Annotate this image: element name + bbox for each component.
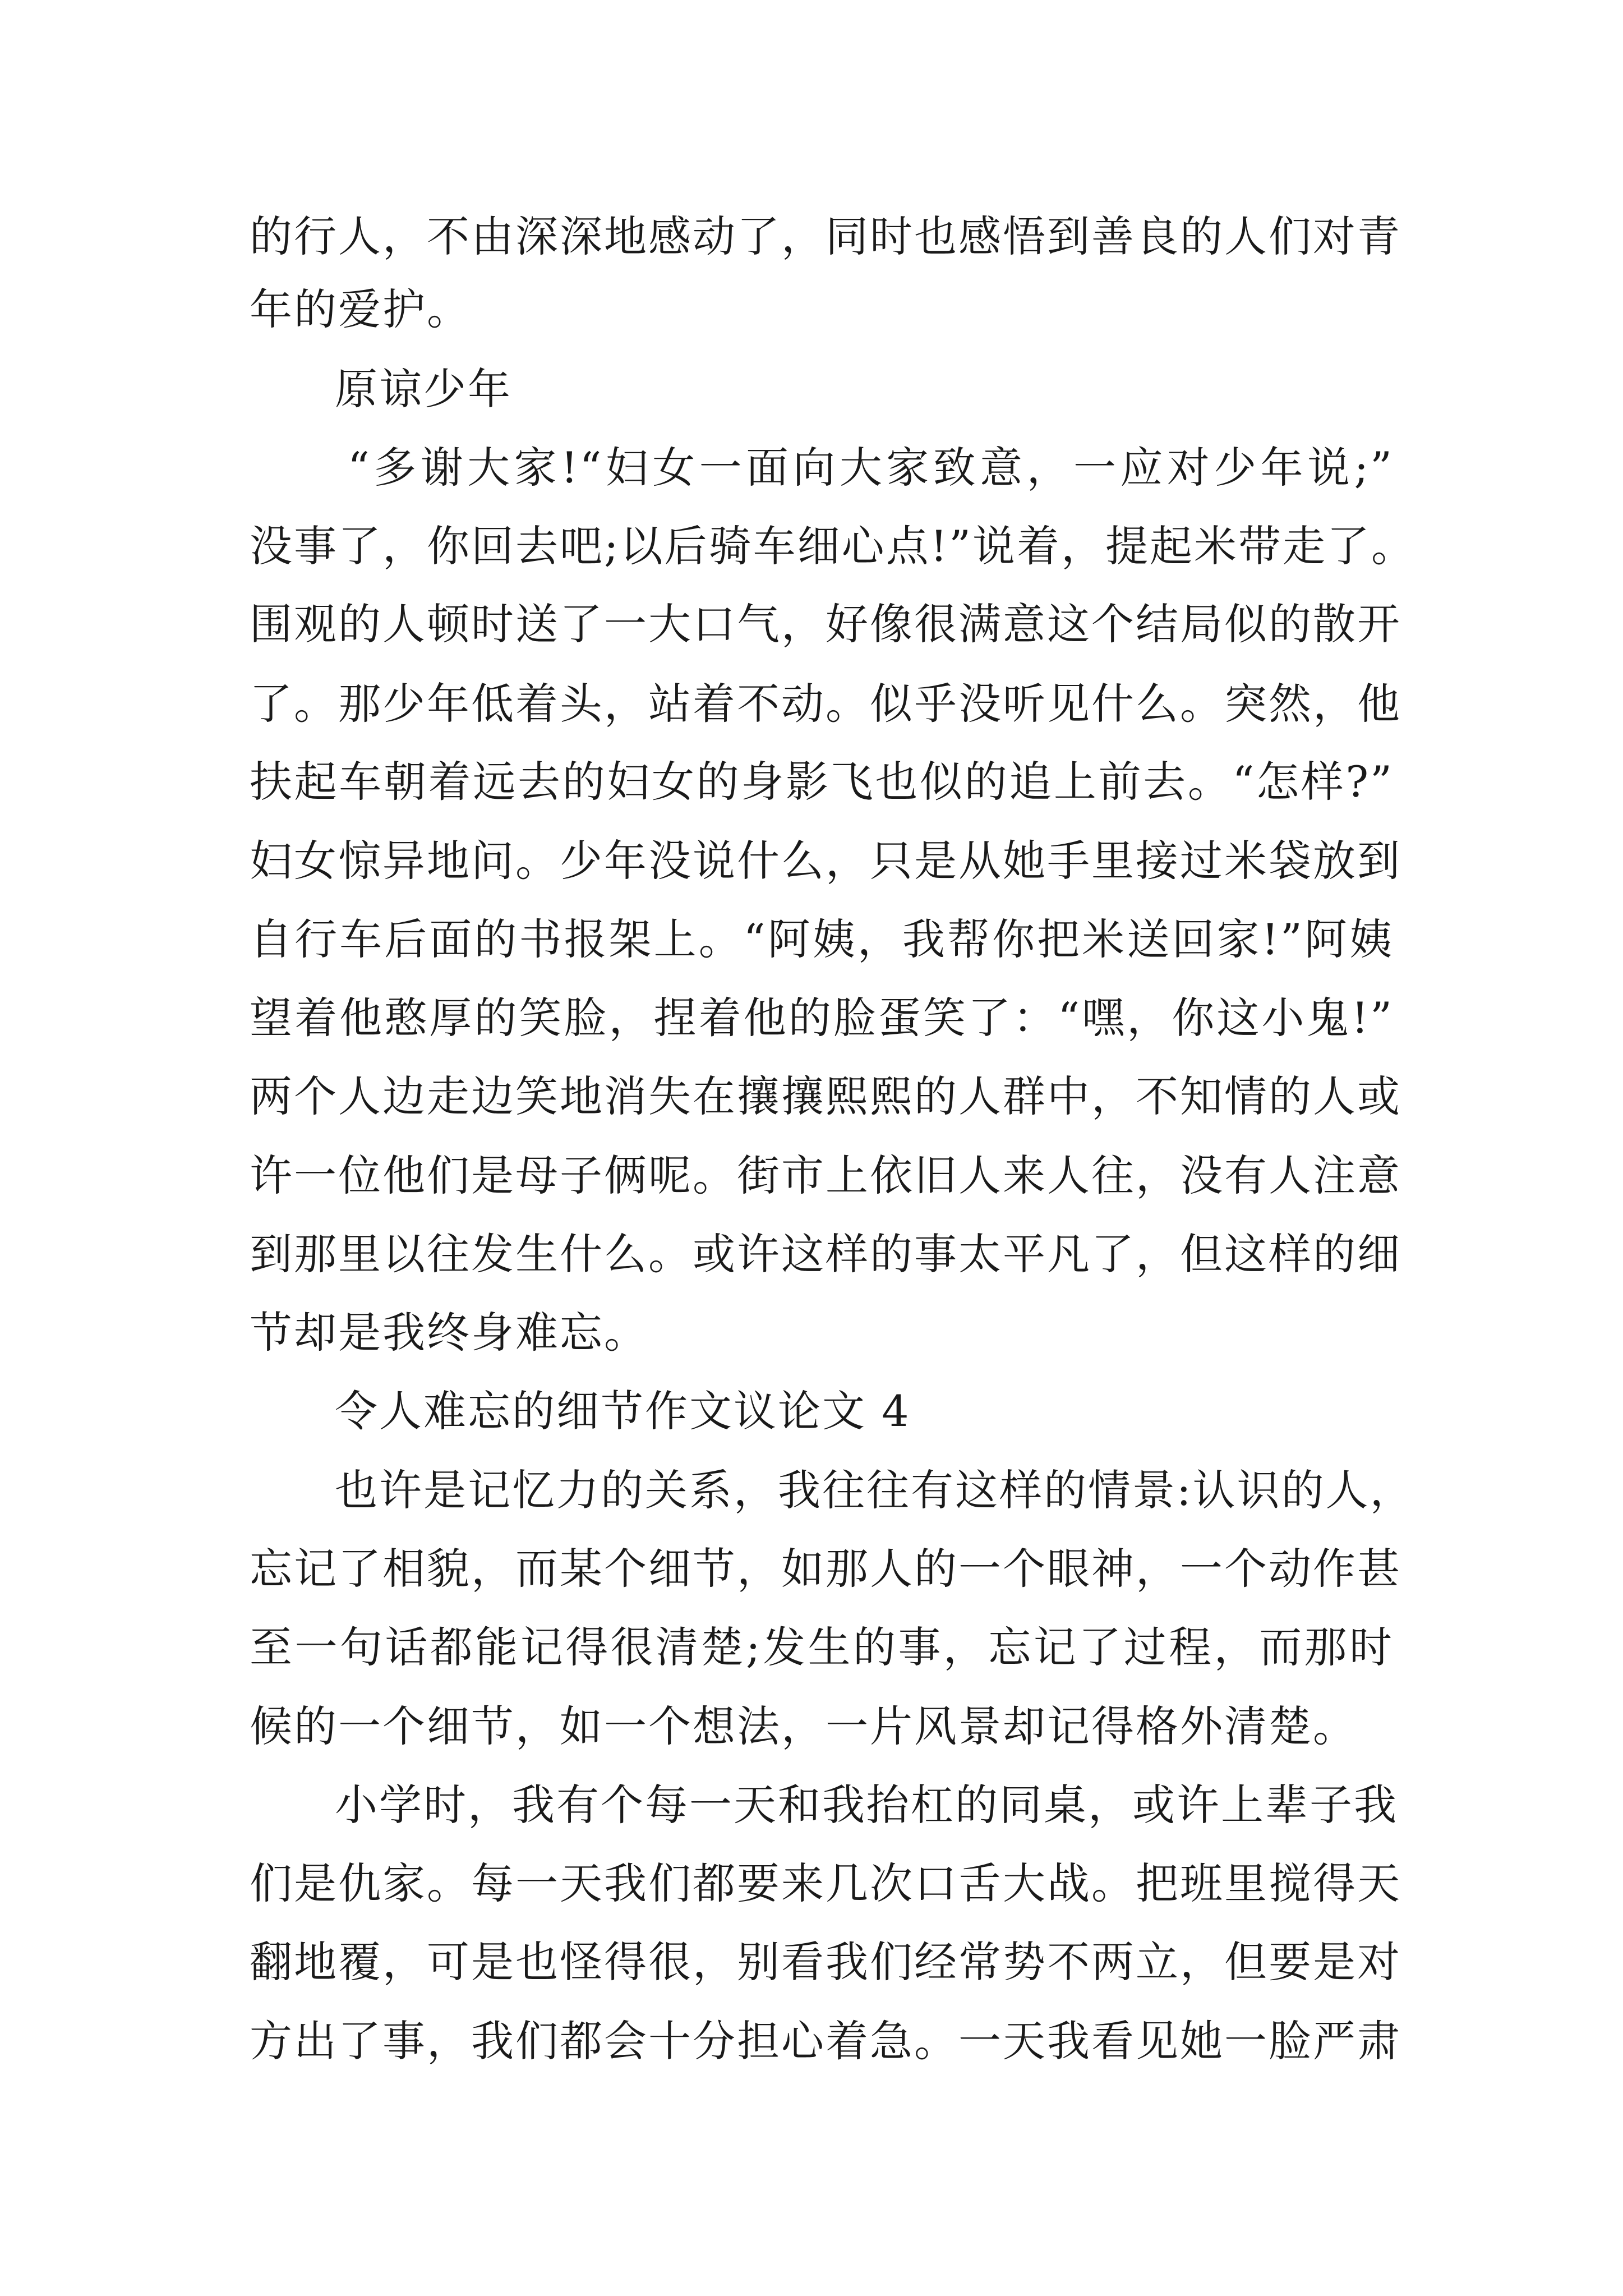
text-line: 没事了，你回去吧;以后骑车细心点!”说着，提起米带走了。 xyxy=(250,521,1415,571)
text-line: 望着他憨厚的笑脸，捏着他的脸蛋笑了：“嘿，你这小鬼!” xyxy=(250,993,1394,1043)
text-line: 两个人边走边笑地消失在攘攘熙熙的人群中，不知情的人或 xyxy=(250,1071,1401,1121)
section-heading: 原谅少年 xyxy=(335,364,512,414)
text-line: 翻地覆，可是也怪得很，别看我们经常势不两立，但要是对 xyxy=(250,1937,1401,1987)
text-line: 妇女惊异地问。少年没说什么，只是从她手里接过米袋放到 xyxy=(250,836,1401,886)
text-line: 的行人，不由深深地感动了，同时也感悟到善良的人们对青 xyxy=(250,211,1401,261)
text-line: 忘记了相貌，而某个细节，如那人的一个眼神，一个动作甚 xyxy=(250,1544,1401,1594)
text-line: 围观的人顿时送了一大口气，好像很满意这个结局似的散开 xyxy=(250,599,1401,649)
text-line: 节却是我终身难忘。 xyxy=(250,1308,648,1358)
section-heading: 令人难忘的细节作文议论文 4 xyxy=(335,1386,911,1436)
text-line: 至一句话都能记得很清楚;发生的事，忘记了过程，而那时 xyxy=(250,1622,1394,1672)
text-line: 自行车后面的书报架上。“阿姨，我帮你把米送回家!”阿姨 xyxy=(250,914,1394,964)
text-line: 扶起车朝着远去的妇女的身影飞也似的追上前去。“怎样?” xyxy=(250,757,1394,807)
text-line: 年的爱护。 xyxy=(250,284,471,334)
text-line: “多谢大家!“妇女一面向大家致意，一应对少年说;” xyxy=(348,443,1394,493)
text-line: 也许是记忆力的关系，我往往有这样的情景:认识的人， xyxy=(335,1465,1414,1515)
text-line: 许一位他们是母子俩呢。街市上依旧人来人往，没有人注意 xyxy=(250,1151,1401,1200)
text-line: 候的一个细节，如一个想法，一片风景却记得格外清楚。 xyxy=(250,1701,1357,1751)
text-line: 了。那少年低着头，站着不动。似乎没听见什么。突然，他 xyxy=(250,679,1401,729)
text-line: 小学时，我有个每一天和我抬杠的同桌，或许上辈子我 xyxy=(335,1780,1398,1830)
text-line: 到那里以往发生什么。或许这样的事太平凡了，但这样的细 xyxy=(250,1229,1401,1279)
text-line: 方出了事，我们都会十分担心着急。一天我看见她一脸严肃 xyxy=(250,2016,1401,2066)
text-line: 们是仇家。每一天我们都要来几次口舌大战。把班里搅得天 xyxy=(250,1858,1401,1908)
